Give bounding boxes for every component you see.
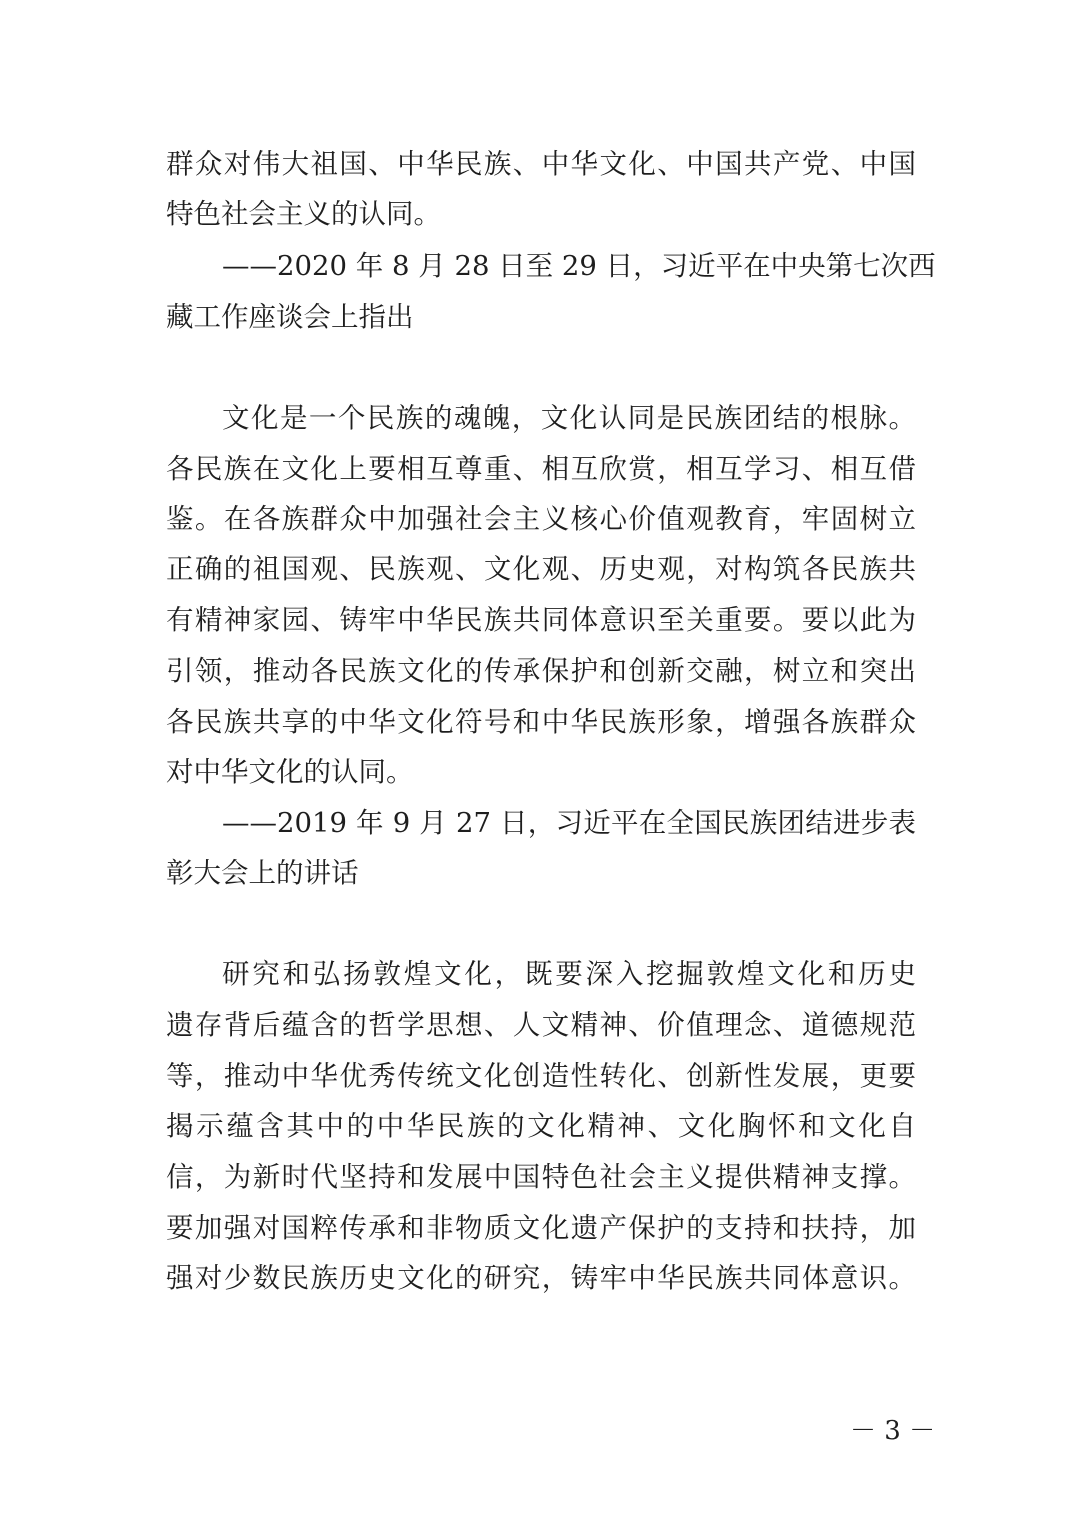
paragraph-line: 各民族共享的中华文化符号和中华民族形象，增强各族群众 (166, 706, 916, 738)
paragraph-line: 各民族在文化上要相互尊重、相互欣赏，相互学习、相互借 (166, 453, 916, 485)
paragraph-line: 等，推动中华优秀传统文化创造性转化、创新性发展，更要 (166, 1060, 916, 1092)
paragraph-line: 研究和弘扬敦煌文化，既要深入挖掘敦煌文化和历史 (222, 958, 916, 990)
paragraph-line: 对中华文化的认同。 (166, 756, 414, 788)
paragraph-line: 群众对伟大祖国、中华民族、中华文化、中国共产党、中国 (166, 148, 916, 180)
attribution-line: ——2019 年 9 月 27 日，习近平在全国民族团结进步表 (222, 807, 916, 839)
page-number: － 3 － (850, 1416, 936, 1446)
paragraph-line: 要加强对国粹传承和非物质文化遗产保护的支持和扶持，加 (166, 1212, 916, 1244)
paragraph-line: 信，为新时代坚持和发展中国特色社会主义提供精神支撑。 (166, 1161, 916, 1193)
paragraph-line: 有精神家园、铸牢中华民族共同体意识至关重要。要以此为 (166, 604, 916, 636)
attribution-line: ——2020 年 8 月 28 日至 29 日，习近平在中央第七次西 (222, 250, 936, 282)
paragraph-line: 特色社会主义的认同。 (166, 198, 441, 230)
paragraph-line: 文化是一个民族的魂魄，文化认同是民族团结的根脉。 (222, 402, 916, 434)
paragraph-line: 鉴。在各族群众中加强社会主义核心价值观教育，牢固树立 (166, 503, 916, 535)
attribution-line: 藏工作座谈会上指出 (166, 301, 414, 333)
paragraph-line: 揭示蕴含其中的中华民族的文化精神、文化胸怀和文化自 (166, 1110, 916, 1142)
paragraph-line: 强对少数民族历史文化的研究，铸牢中华民族共同体意识。 (166, 1262, 916, 1294)
paragraph-line: 遗存背后蕴含的哲学思想、人文精神、价值理念、道德规范 (166, 1009, 916, 1041)
paragraph-line: 正确的祖国观、民族观、文化观、历史观，对构筑各民族共 (166, 553, 916, 585)
paragraph-line: 引领，推动各民族文化的传承保护和创新交融，树立和突出 (166, 655, 916, 687)
attribution-line: 彰大会上的讲话 (166, 857, 359, 889)
